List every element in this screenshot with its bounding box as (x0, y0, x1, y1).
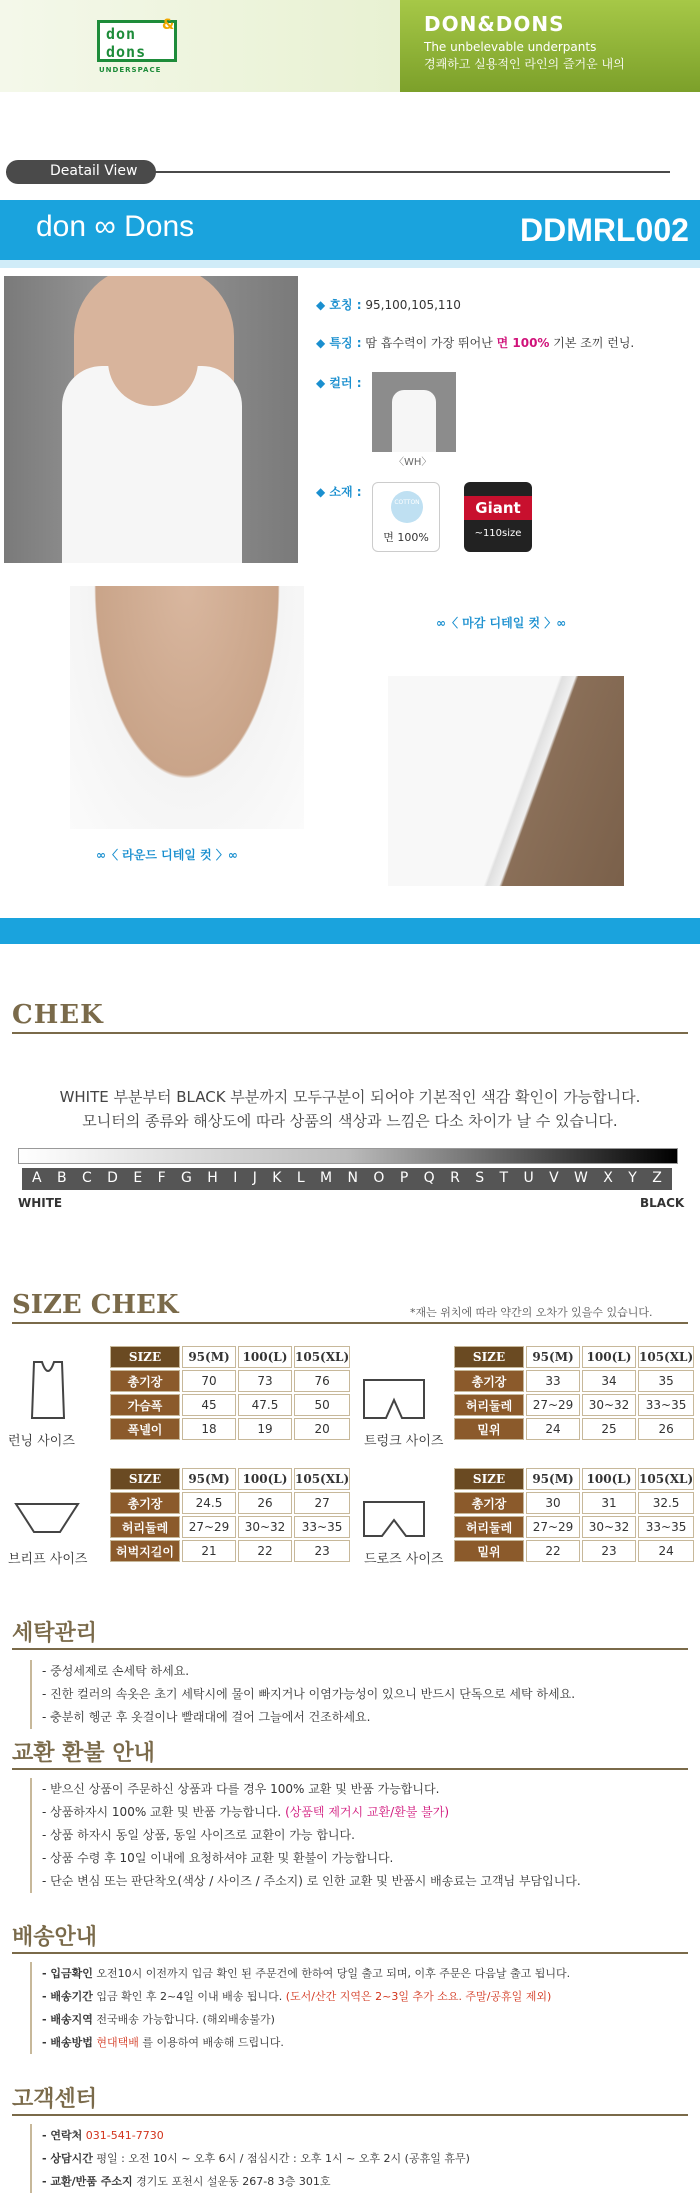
black-label: BLACK (640, 1196, 685, 1210)
running-size-label: 런닝 사이즈 (8, 1434, 75, 1449)
gradient-letter: R (450, 1170, 460, 1186)
gradient-letter: J (252, 1170, 257, 1186)
spec-material: ◆ 소재 : (316, 485, 362, 499)
gradient-letter: O (373, 1170, 385, 1186)
wash-list: - 중성세제로 손세탁 하세요. - 진한 컬러의 속옷은 초기 세탁시에 물이 빠지거나 이염가능성이 있으니 반드시 단독으로 세탁 하세요. - 충분히 헹군 후 옷걸이나 빨래대에 걸어 그늘에서 건조하세요. (30, 1660, 575, 1729)
brief-size-label: 브리프 사이즈 (8, 1552, 88, 1567)
trunk-size-label: 트렁크 사이즈 (364, 1434, 444, 1449)
gradient-letter: N (347, 1170, 358, 1186)
header-left-panel (0, 0, 400, 92)
product-code: DDMRL002 (520, 212, 689, 248)
gradient-letter: Q (423, 1170, 435, 1186)
wash-title: 세탁관리 (12, 1621, 98, 1646)
gradient-letter: S (475, 1170, 485, 1186)
size-title: SIZE CHEK (12, 1290, 179, 1320)
gradient-letter: F (157, 1170, 166, 1186)
gradient-letter: M (320, 1170, 333, 1186)
gradient-letter: Y (628, 1170, 637, 1186)
size-note: *재는 위치에 따라 약간의 오차가 있을수 있습니다. (410, 1306, 653, 1319)
logo-bottom-text: dons (106, 43, 147, 61)
detail-view-tab[interactable]: Deatail View (6, 160, 156, 184)
model-photo (4, 276, 298, 563)
drawers-size-label: 드로즈 사이즈 (364, 1552, 444, 1567)
cs-list: - 연락처 031-541-7730 - 상담시간 평일 : 오전 10시 ~ 오후 6시 / 점심시간 : 오후 1시 ~ 오후 2시 (공휴일 휴무) - 교환/반품 주소지 경기도 포천시 설운동 267-8 3층 301호 (30, 2124, 470, 2193)
cs-rule (12, 2114, 688, 2116)
gradient-letter: P (399, 1170, 409, 1186)
gradient-letter: L (296, 1170, 305, 1186)
trunk-size-table: SIZE 95(M) 100(L) 105(XL) 총기장 33 34 35 허리둘레 27~29 30~32 33~35 밑위 24 25 26 (452, 1344, 696, 1442)
logo-top-text: don (106, 25, 137, 43)
gradient-letter: U (523, 1170, 534, 1186)
finish-detail-caption: ∞〈 마감 디테일 컷 〉∞ (436, 616, 567, 630)
gradient-letter: H (207, 1170, 218, 1186)
gradient-letter: A (32, 1170, 42, 1186)
drawers-size-table: SIZE 95(M) 100(L) 105(XL) 총기장 30 31 32.5 허리둘레 27~29 30~32 33~35 밑위 22 23 24 (452, 1466, 696, 1564)
chek-line-1: WHITE 부분부터 BLACK 부분까지 모두구분이 되어야 기본적인 색감 확인이 가능합니다. (59, 1088, 641, 1106)
gradient-letter: T (499, 1170, 509, 1186)
gradient-letter: D (107, 1170, 118, 1186)
giant-badge-sub: ~110size (474, 528, 522, 539)
band-logo: don ∞ Dons (36, 210, 195, 243)
logo-amp: & (162, 17, 175, 33)
gradient-letter: E (133, 1170, 143, 1186)
gradient-letter: X (603, 1170, 613, 1186)
color-label: 〈WH〉 (394, 457, 432, 468)
finish-detail-photo (388, 676, 624, 886)
brand-name: DON&DONS (424, 12, 565, 36)
ship-title: 배송안내 (12, 1925, 98, 1950)
cotton-badge (372, 482, 440, 552)
gradient-letters (22, 1168, 672, 1190)
refund-rule (12, 1768, 688, 1770)
running-size-table: SIZE 95(M) 100(L) 105(XL) 총기장 70 73 76 가슴폭 45 47.5 50 폭넬이 18 19 20 (108, 1344, 352, 1442)
gradient-letter: G (181, 1170, 192, 1186)
round-detail-photo (70, 586, 304, 829)
cotton-badge-label: 면 100% (383, 531, 429, 544)
spec-size: ◆ 호칭 : 95,100,105,110 (316, 298, 461, 312)
cotton-icon (391, 491, 423, 523)
chek-line-2: 모니터의 종류와 해상도에 따라 상품의 색상과 느낌은 다소 차이가 날 수 있습니다. (82, 1112, 618, 1130)
tagline-en: The unbelevable underpants (424, 40, 597, 54)
brief-size-table: SIZE 95(M) 100(L) 105(XL) 총기장 24.5 26 27 허리둘레 27~29 30~32 33~35 허벅지길이 21 22 23 (108, 1466, 352, 1564)
gradient-letter: K (272, 1170, 282, 1186)
gradient-letter: C (81, 1170, 92, 1186)
logo-subtitle: UNDERSPACE (99, 66, 162, 74)
gradient-letter: I (233, 1170, 238, 1186)
cs-title: 고객센터 (12, 2087, 98, 2112)
size-rule (12, 1322, 688, 1324)
trunk-icon (362, 1378, 426, 1422)
running-icon (20, 1360, 76, 1420)
chek-rule (12, 1032, 688, 1034)
giant-badge-title: Giant (464, 496, 532, 520)
refund-title: 교환 환불 안내 (12, 1741, 155, 1766)
color-gradient-bar (18, 1148, 678, 1164)
chek-title: CHEK (12, 1000, 104, 1030)
spec-color: ◆ 컬러 : (316, 376, 362, 390)
wash-rule (12, 1648, 688, 1650)
brand-logo[interactable] (97, 17, 187, 74)
spec-feature: ◆ 특징 : 땀 흡수력이 가장 뛰어난 면 100% 기본 조끼 런닝. (316, 336, 635, 350)
gradient-letter: Z (652, 1170, 662, 1186)
gradient-letter: V (549, 1170, 559, 1186)
cotton-icon-text: COTTON (394, 499, 420, 506)
giant-badge (464, 482, 532, 552)
gradient-letter: W (574, 1170, 588, 1186)
brief-icon (14, 1500, 80, 1536)
round-detail-caption: ∞〈 라운드 디테일 컷 〉∞ (96, 848, 238, 862)
ship-list: - 입금확인 오전10시 이전까지 입금 확인 된 주문건에 한하여 당일 출고 되며, 이후 주문은 다음날 출고 됩니다. - 배송기간 입금 확인 후 2~4일 이내 배송 됩니다. (도서/산간 지역은 2~3일 추가 소요. 주말/공휴일 제외) - 배송지역 전국배송 가능합니다. (해외배송불가) - 배송방법 현대택배 를 이용하여 배송해 드립니다. (30, 1962, 570, 2054)
band-shadow (0, 260, 700, 268)
ship-rule (12, 1952, 688, 1954)
blue-divider (0, 918, 700, 944)
refund-list: - 받으신 상품이 주문하신 상품과 다를 경우 100% 교환 및 반품 가능합니다. - 상품하자시 100% 교환 및 반품 가능합니다. (상품텍 제거시 교환/환불 불가) - 상품 하자시 동일 상품, 동일 사이즈로 교환이 가능 합니다. - 상품 수령 후 10일 이내에 요청하셔야 교환 및 환불이 가능합니다. - 단순 변심 또는 판단착오(색상 / 사이즈 / 주소지) 로 인한 교환 및 반품시 배송료는 고객님 부담입니다. (30, 1778, 581, 1893)
gradient-letter: B (56, 1170, 67, 1186)
tagline-ko: 경쾌하고 실용적인 라인의 즐거운 내의 (424, 57, 625, 71)
white-label: WHITE (18, 1196, 63, 1210)
drawers-icon (362, 1500, 426, 1540)
color-swatch-white[interactable] (372, 372, 456, 452)
